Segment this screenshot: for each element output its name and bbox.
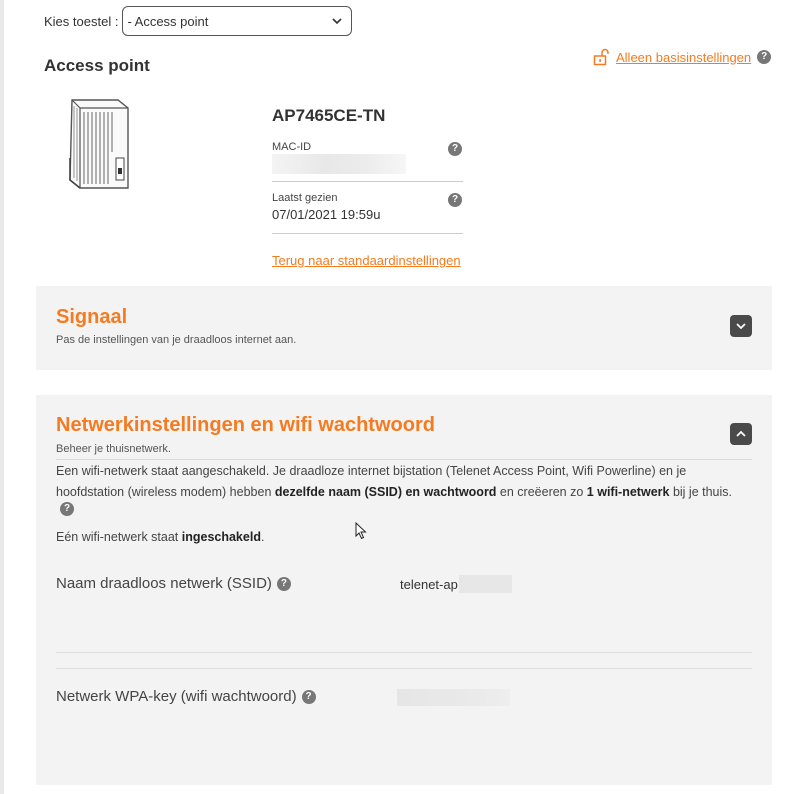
chevron-down-icon [735,320,747,332]
device-select[interactable] [122,6,352,36]
divider [56,668,752,669]
ssid-value [400,575,512,593]
access-point-device-image [58,96,138,196]
signaal-panel [36,286,772,370]
ssid-field-label [56,575,291,592]
device-selector-label: Kies toestel : [44,13,119,29]
basic-settings-toggle [592,48,771,66]
ssid-redacted-part [459,575,512,593]
help-icon[interactable]: ? [448,142,462,156]
signaal-title: Signaal [56,306,128,328]
last-seen-value: 07/01/2021 19:59u [272,207,381,222]
chevron-up-icon [735,428,747,440]
help-icon[interactable]: ? [757,50,771,64]
network-subtitle: Beheer je thuisnetwerk. [56,443,171,455]
divider [56,459,752,460]
network-collapse-button[interactable] [730,423,752,445]
unlock-icon[interactable] [592,48,610,66]
ssid-label-text: Naam draadloos netwerk (SSID) [56,575,272,592]
help-icon[interactable]: ? [60,502,74,516]
left-edge-strip [0,0,4,794]
device-select-value: - Access point [127,13,209,29]
last-seen-block [272,192,463,234]
device-model: AP7465CE-TN [272,106,386,125]
last-seen-label: Laatst gezien [272,192,338,204]
signaal-subtitle: Pas de instellingen van je draadloos internet aan. [56,334,297,346]
page-title: Access point [44,56,150,75]
wpa-key-field-label [56,688,316,705]
mac-id-block [272,141,463,182]
network-status: Eén wifi-netwerk staat ingeschakeld. [56,530,265,544]
network-settings-panel [36,395,772,785]
wpa-label-text: Netwerk WPA-key (wifi wachtwoord) [56,688,297,705]
signaal-expand-button[interactable] [730,315,752,337]
mouse-cursor-icon [355,522,367,540]
mac-id-redacted-value [272,154,406,174]
reset-defaults-link[interactable]: Terug naar standaardinstellingen [272,253,461,268]
network-title: Netwerkinstellingen en wifi wachtwoord [56,414,435,436]
help-icon[interactable]: ? [277,577,291,591]
device-selector-row [44,6,352,36]
network-description: Een wifi-netwerk staat aangeschakeld. Je draadloze internet bijstation (Telenet Access Point, Wifi Powerline) en je hoofdstation (wireless modem) hebben dezelfde naam (SSID) en wachtwoord en creëeren zo 1 wifi-netwerk bij je thuis. [56,464,732,499]
help-icon[interactable]: ? [448,193,462,207]
basic-settings-link[interactable]: Alleen basisinstellingen [616,49,752,65]
ssid-value-text: telenet-ap [400,576,458,592]
wpa-key-redacted-value [397,689,510,706]
chevron-down-icon [331,15,343,27]
divider [56,652,752,653]
mac-id-label: MAC-ID [272,141,312,153]
help-icon[interactable]: ? [302,690,316,704]
